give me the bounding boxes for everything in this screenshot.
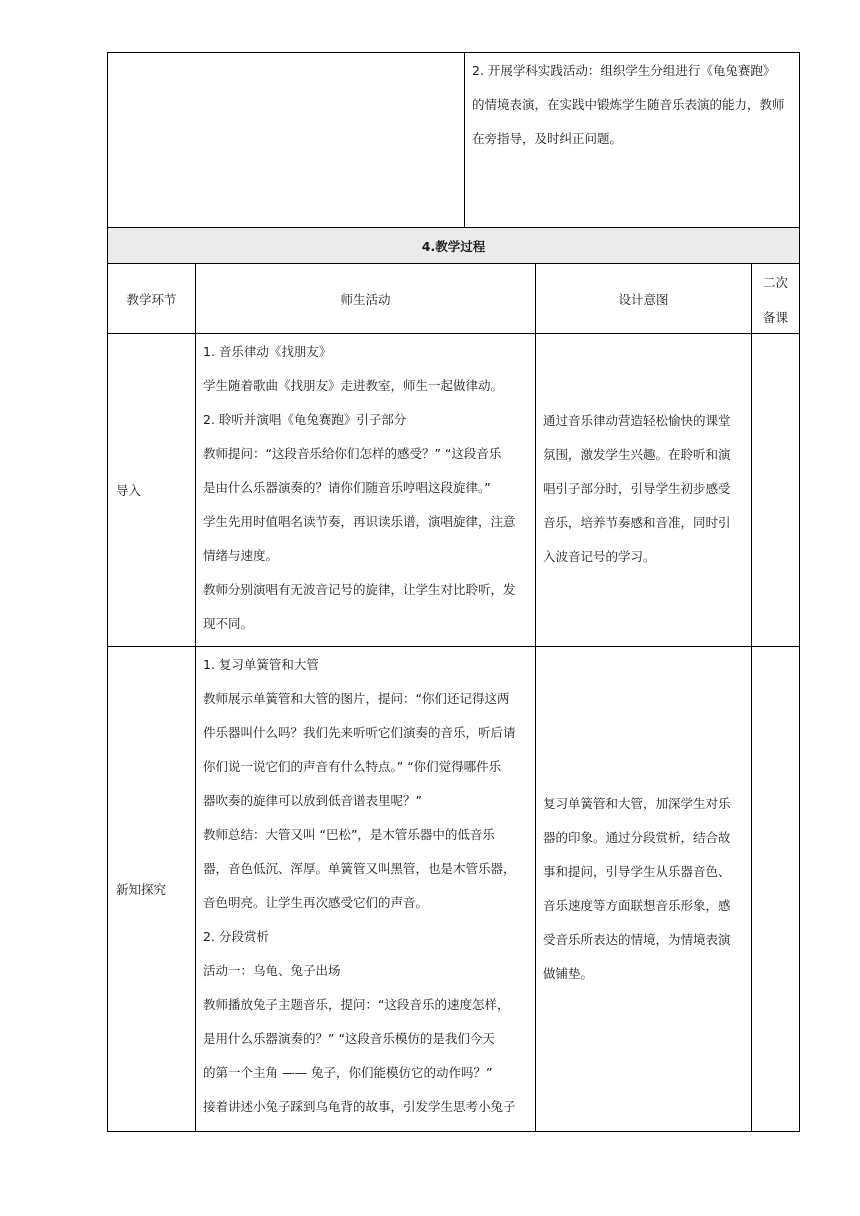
header-notes: 备课: [762, 310, 788, 325]
table-border-right: [799, 52, 800, 1132]
table-divider: [535, 263, 536, 1132]
activity-line: 的第一个主角 —— 兔子，你们能模仿它的动作吗？”: [203, 1065, 493, 1080]
activity-line: 情绪与速度。: [203, 548, 279, 563]
intent-line: 氛围，激发学生兴趣。在聆听和演: [543, 447, 731, 462]
activity-line: 是由什么乐器演奏的？请你们随音乐哼唱这段旋律。”: [203, 480, 491, 495]
activity-line: 教师展示单簧管和大管的图片，提问：“你们还记得这两: [203, 691, 510, 706]
activity-line: 活动一：乌龟、兔子出场: [203, 963, 341, 978]
intent-line: 做铺垫。: [543, 966, 594, 981]
intent-line: 入波音记号的学习。: [543, 549, 656, 564]
row-stage-label: 导入: [116, 483, 142, 498]
activity-line: 学生随着歌曲《找朋友》走进教室，师生一起做律动。: [203, 378, 504, 393]
row-stage-label: 新知探究: [116, 882, 167, 897]
activity-line: 你们说一说它们的声音有什么特点。” “你们觉得哪件乐: [203, 759, 502, 774]
intent-line: 受音乐所表达的情境，为情境表演: [543, 932, 731, 947]
header-intent: 设计意图: [618, 292, 669, 307]
top-item-line: 的情境表演，在实践中锻炼学生随音乐表演的能力，教师: [472, 97, 785, 112]
intent-line: 事和提问，引导学生从乐器音色、: [543, 864, 731, 879]
table-divider: [751, 263, 752, 1132]
header-activities: 师生活动: [340, 292, 391, 307]
activity-line: 1. 音乐律动《找朋友》: [203, 344, 332, 359]
activity-line: 1. 复习单簧管和大管: [203, 657, 319, 672]
activity-line: 接着讲述小兔子踩到乌龟背的故事，引发学生思考小兔子: [203, 1099, 516, 1114]
table-divider: [107, 333, 800, 334]
table-border-left: [107, 52, 108, 1132]
section-title: 4.教学过程: [421, 239, 486, 254]
table-divider: [464, 52, 465, 228]
activity-line: 教师总结：大管又叫 “巴松”，是木管乐器中的低音乐: [203, 827, 495, 842]
activity-line: 教师播放兔子主题音乐，提问：“这段音乐的速度怎样，: [203, 997, 510, 1012]
table-divider: [107, 227, 800, 228]
top-item-line: 在旁指导，及时纠正问题。: [472, 131, 623, 146]
table-border-bottom: [107, 1131, 800, 1132]
activity-line: 件乐器叫什么吗？我们先来听听它们演奏的音乐，听后请: [203, 725, 516, 740]
activity-line: 器，音色低沉、浑厚。单簧管又叫黑管，也是木管乐器，: [203, 861, 516, 876]
intent-line: 唱引子部分时，引导学生初步感受: [543, 481, 731, 496]
intent-line: 通过音乐律动营造轻松愉快的课堂: [543, 413, 731, 428]
table-divider: [107, 263, 800, 264]
top-item-line: 2. 开展学科实践活动：组织学生分组进行《龟兔赛跑》: [472, 63, 776, 78]
activity-line: 学生先用时值唱名读节奏，再识读乐谱，演唱旋律，注意: [203, 514, 516, 529]
activity-line: 是用什么乐器演奏的？” “这段音乐模仿的是我们今天: [203, 1031, 495, 1046]
activity-line: 音色明亮。让学生再次感受它们的声音。: [203, 895, 429, 910]
intent-line: 音乐速度等方面联想音乐形象，感: [543, 898, 731, 913]
table-divider: [195, 263, 196, 1132]
activity-line: 器吹奏的旋律可以放到低音谱表里呢？”: [203, 793, 422, 808]
header-notes: 二次: [762, 275, 788, 290]
activity-line: 2. 分段赏析: [203, 929, 269, 944]
intent-line: 器的印象。通过分段赏析，结合故: [543, 830, 731, 845]
intent-line: 音乐，培养节奏感和音准，同时引: [543, 515, 731, 530]
activity-line: 2. 聆听并演唱《龟兔赛跑》引子部分: [203, 412, 407, 427]
table-border-top: [107, 52, 800, 53]
header-stage: 教学环节: [126, 292, 177, 307]
activity-line: 现不同。: [203, 616, 254, 631]
intent-line: 复习单簧管和大管，加深学生对乐: [543, 796, 731, 811]
activity-line: 教师提问：“这段音乐给你们怎样的感受？” “这段音乐: [203, 446, 502, 461]
table-divider: [107, 646, 800, 647]
activity-line: 教师分别演唱有无波音记号的旋律，让学生对比聆听，发: [203, 582, 516, 597]
